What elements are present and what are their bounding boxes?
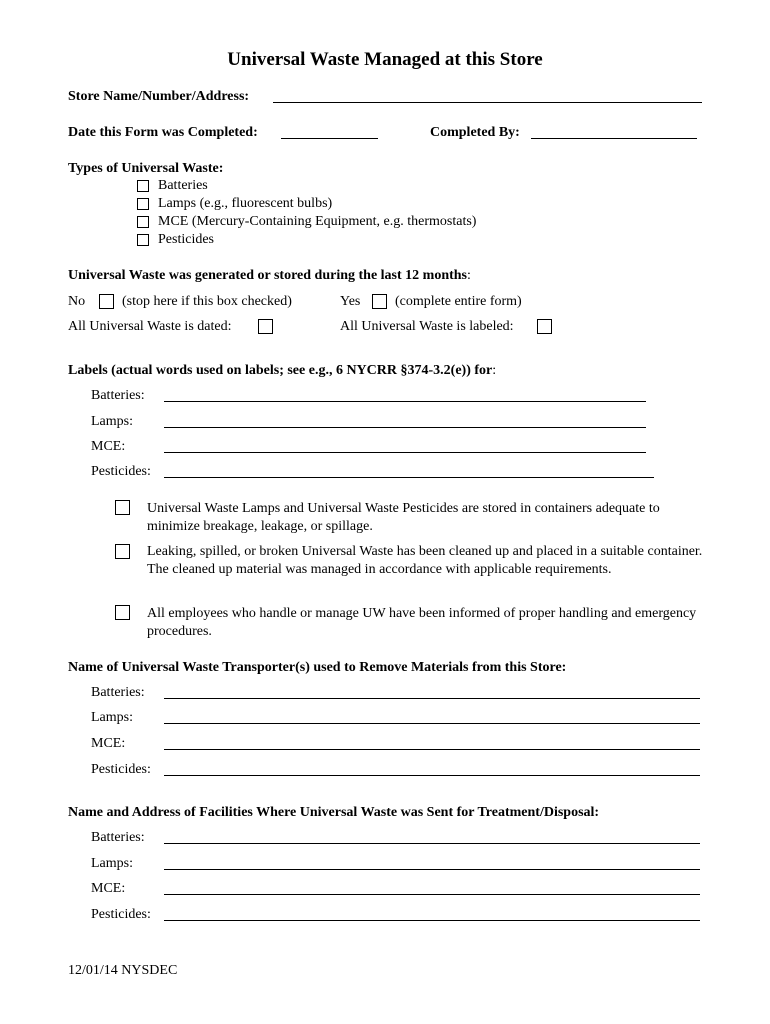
cleanup-statement: Leaking, spilled, or broken Universal Waste has been cleaned up and placed in a suitable container. The cleaned up material was managed in accordance with applicable requirements. (147, 544, 703, 577)
checkbox-pesticides[interactable] (137, 234, 149, 246)
transporter-mce-input[interactable] (164, 735, 700, 750)
checkbox-no[interactable] (99, 294, 114, 309)
generated-colon: : (467, 268, 471, 283)
checkbox-mce[interactable] (137, 216, 149, 228)
completed-by-input[interactable] (531, 124, 697, 139)
generated-heading-text: Universal Waste was generated or stored during the last 12 months (68, 268, 467, 283)
type-pesticides: Pesticides (158, 232, 214, 247)
date-input[interactable] (281, 124, 378, 139)
checkbox-labeled[interactable] (537, 319, 552, 334)
types-heading: Types of Universal Waste: (68, 161, 224, 176)
labels-heading-text: Labels (actual words used on labels; see e.g., 6 NYCRR §374-3.2(e)) for (68, 363, 493, 378)
checkbox-batteries[interactable] (137, 180, 149, 192)
facilities-heading: Name and Address of Facilities Where Universal Waste was Sent for Treatment/Disposal: (68, 805, 600, 820)
transporter-batteries-input[interactable] (164, 684, 700, 699)
dated-label: All Universal Waste is dated: (68, 319, 232, 334)
checkbox-storage-statement[interactable] (115, 500, 130, 515)
checkbox-cleanup-statement[interactable] (115, 544, 130, 559)
labels-pesticides-label: Pesticides: (91, 464, 151, 479)
labels-lamps-input[interactable] (164, 413, 646, 428)
yes-label: Yes (340, 294, 361, 309)
facilities-lamps-input[interactable] (164, 855, 700, 870)
type-mce: MCE (Mercury-Containing Equipment, e.g. thermostats) (158, 214, 477, 229)
labels-mce-input[interactable] (164, 438, 646, 453)
storage-statement: Universal Waste Lamps and Universal Waste Pesticides are stored in containers adequate to minimize breakage, leakage, or spillage. (147, 501, 660, 534)
facilities-pesticides-label: Pesticides: (91, 907, 151, 922)
facilities-mce-input[interactable] (164, 880, 700, 895)
labels-batteries-label: Batteries: (91, 388, 145, 403)
checkbox-yes[interactable] (372, 294, 387, 309)
transporter-lamps-label: Lamps: (91, 710, 133, 725)
transporter-lamps-input[interactable] (164, 709, 700, 724)
checkbox-dated[interactable] (258, 319, 273, 334)
labels-pesticides-input[interactable] (164, 463, 654, 478)
labeled-label: All Universal Waste is labeled: (340, 319, 514, 334)
facilities-batteries-input[interactable] (164, 829, 700, 844)
facilities-lamps-label: Lamps: (91, 856, 133, 871)
type-batteries: Batteries (158, 178, 208, 193)
training-statement: All employees who handle or manage UW have been informed of proper handling and emergency procedures. (147, 606, 697, 639)
transporter-heading: Name of Universal Waste Transporter(s) used to Remove Materials from this Store: (68, 660, 567, 675)
labels-lamps-label: Lamps: (91, 414, 133, 429)
transporter-pesticides-label: Pesticides: (91, 762, 151, 777)
no-note: (stop here if this box checked) (122, 294, 292, 309)
transporter-pesticides-input[interactable] (164, 761, 700, 776)
facilities-batteries-label: Batteries: (91, 830, 145, 845)
store-label: Store Name/Number/Address: (68, 89, 250, 104)
facilities-mce-label: MCE: (91, 881, 126, 896)
labels-batteries-input[interactable] (164, 387, 646, 402)
form-footer: 12/01/14 NYSDEC (68, 963, 178, 978)
completed-by-label: Completed By: (430, 125, 520, 140)
date-label: Date this Form was Completed: (68, 125, 258, 140)
labels-heading (68, 363, 496, 379)
labels-mce-label: MCE: (91, 439, 126, 454)
no-label: No (68, 294, 86, 309)
checkbox-training-statement[interactable] (115, 605, 130, 620)
labels-colon: : (492, 363, 497, 378)
generated-heading (68, 268, 471, 284)
yes-note: (complete entire form) (395, 294, 522, 309)
transporter-mce-label: MCE: (91, 736, 126, 751)
form-title: Universal Waste Managed at this Store (227, 49, 543, 70)
transporter-batteries-label: Batteries: (91, 685, 145, 700)
type-lamps: Lamps (e.g., fluorescent bulbs) (158, 196, 333, 211)
checkbox-lamps[interactable] (137, 198, 149, 210)
store-input[interactable] (273, 88, 702, 103)
facilities-pesticides-input[interactable] (164, 906, 700, 921)
